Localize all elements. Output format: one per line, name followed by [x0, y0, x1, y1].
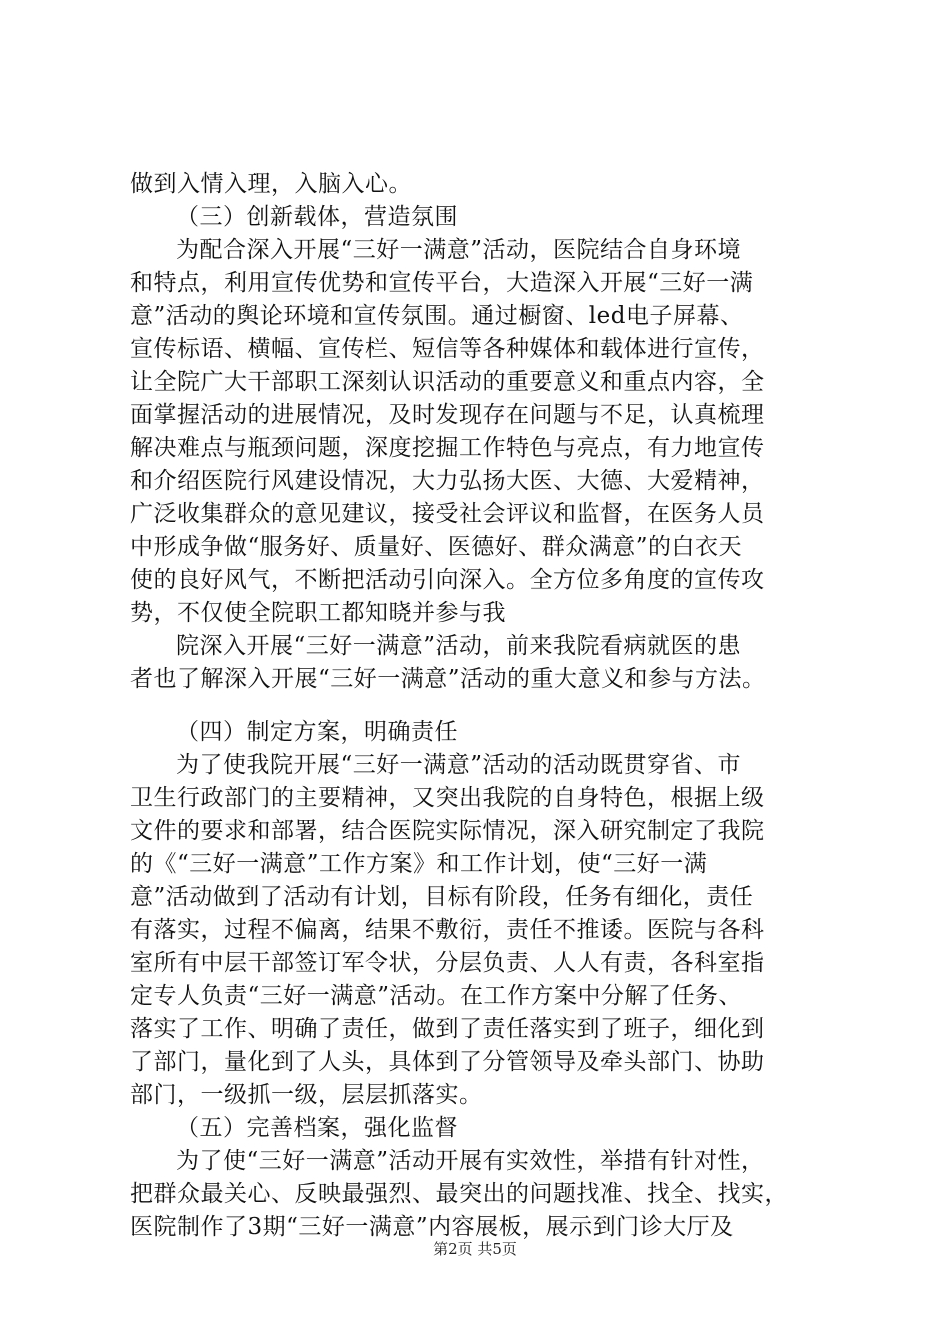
section-heading-3: （三）创新载体，营造氛围: [176, 204, 458, 230]
text-line: 广泛收集群众的意见建议，接受社会评议和监督，在医务人员: [130, 501, 765, 527]
text-line: 解决难点与瓶颈问题，深度挖掘工作特色与亮点，有力地宣传: [130, 435, 765, 461]
page-footer: 第2页 共5页: [433, 1240, 517, 1258]
text-line: 部门，一级抓一级，层层抓落实。: [130, 1082, 483, 1108]
text-line: 面掌握活动的进展情况，及时发现存在问题与不足，认真梳理: [130, 402, 765, 428]
text-line: 医院制作了3期“三好一满意”内容展板，展示到门诊大厅及: [130, 1214, 734, 1240]
text-line: 意”活动做到了活动有计划，目标有阶段，任务有细化，责任: [130, 884, 754, 910]
text-line: 中形成争做“服务好、质量好、医德好、群众满意”的白衣天: [130, 534, 743, 560]
text-line: 和介绍医院行风建设情况，大力弘扬大医、大德、大爱精神，: [130, 468, 765, 494]
text-line: 使的良好风气，不断把活动引向深入。全方位多角度的宣传攻: [130, 567, 765, 593]
text-line: 文件的要求和部署，结合医院实际情况，深入研究制定了我院: [130, 818, 765, 844]
text-line: 和特点，利用宣传优势和宣传平台，大造深入开展“三好一满: [130, 270, 754, 296]
section-heading-4: （四）制定方案，明确责任: [176, 719, 458, 745]
text-line: 了部门，量化到了人头，具体到了分管领导及牵头部门、协助: [130, 1049, 765, 1075]
text-line: 势，不仅使全院职工都知晓并参与我: [130, 600, 506, 626]
text-line: 意”活动的舆论环境和宣传氛围。通过橱窗、led电子屏幕、: [130, 303, 744, 329]
text-line: 卫生行政部门的主要精神，又突出我院的自身特色，根据上级: [130, 785, 765, 811]
text-line: 做到入情入理，入脑入心。: [130, 171, 412, 197]
text-line: 有落实，过程不偏离，结果不敷衍，责任不推诿。医院与各科: [130, 917, 765, 943]
text-line: 室所有中层干部签订军令状，分层负责、人人有责，各科室指: [130, 950, 765, 976]
text-line: 定专人负责“三好一满意”活动。在工作方案中分解了任务、: [130, 983, 743, 1009]
section-heading-5: （五）完善档案，强化监督: [176, 1115, 458, 1141]
paragraph-gap: [130, 696, 830, 716]
paragraph-start: 院深入开展“三好一满意”活动，前来我院看病就医的患: [176, 633, 742, 659]
text-line: 者也了解深入开展“三好一满意”活动的重大意义和参与方法。: [130, 666, 766, 692]
text-line: 宣传标语、横幅、宣传栏、短信等各种媒体和载体进行宣传，: [130, 336, 765, 362]
text-line: 落实了工作、明确了责任，做到了责任落实到了班子，细化到: [130, 1016, 765, 1042]
paragraph-start: 为了使我院开展“三好一满意”活动的活动既贯穿省、市: [176, 752, 742, 778]
text-line: 的《“三好一满意”工作方案》和工作计划，使“三好一满: [130, 851, 708, 877]
paragraph-start: 为配合深入开展“三好一满意”活动，医院结合自身环境: [176, 237, 742, 263]
text-line: 把群众最关心、反映最强烈、最突出的问题找准、找全、找实，: [130, 1181, 788, 1207]
text-line: 让全院广大干部职工深刻认识活动的重要意义和重点内容，全: [130, 369, 765, 395]
paragraph-start: 为了使“三好一满意”活动开展有实效性，举措有针对性，: [176, 1148, 765, 1174]
document-body: [130, 168, 830, 1244]
